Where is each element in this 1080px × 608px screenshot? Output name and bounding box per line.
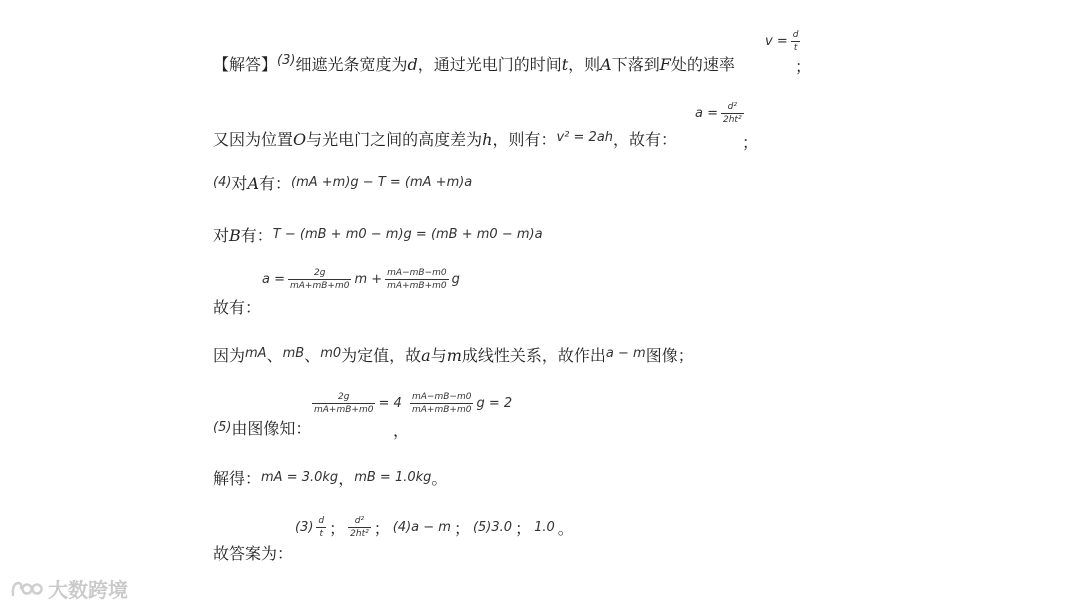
denominator: mA+mB+m0 (387, 281, 447, 291)
answer-line-3 (213, 171, 472, 194)
answer-line-5-label: 故有： (213, 298, 262, 317)
fraction-2g (312, 392, 375, 415)
var-t: t (561, 55, 569, 74)
var-h: h (482, 130, 493, 149)
text: 为定值，故 (341, 346, 422, 365)
answer-line-2 (213, 127, 677, 150)
denominator: t (319, 529, 324, 539)
text: ，故有： (613, 130, 678, 149)
part-3-label: (3) (277, 53, 296, 68)
answer-line-6 (213, 343, 694, 366)
answer-line-4 (213, 223, 543, 246)
comma: ， (338, 469, 355, 488)
fraction-bar (312, 403, 375, 404)
fraction-mass-diff (410, 392, 473, 415)
result-mB: mB = 1.0kg (354, 470, 432, 485)
fraction-2g (288, 268, 351, 291)
var-A: A (600, 55, 612, 74)
fraction-mass-diff (385, 268, 448, 291)
semicolon: ； (742, 133, 759, 152)
var-m: m (446, 346, 462, 365)
var-mA: mA (245, 346, 267, 361)
intercept-value: g = 2 (476, 396, 513, 411)
formula-middle: m + (354, 272, 383, 287)
denominator: mA+mB+m0 (290, 281, 350, 291)
denominator: mA+mB+m0 (412, 405, 472, 415)
var-d: d (407, 55, 418, 74)
fraction-bar (791, 41, 801, 42)
part-5-label: (5) (213, 420, 232, 435)
numerator: d (318, 516, 325, 526)
separator: 、 (304, 346, 321, 365)
text: 有： (259, 174, 292, 193)
fraction-bar (721, 113, 744, 114)
var-a: a (421, 346, 431, 365)
text: ，通过光电门的时间 (417, 55, 562, 74)
var-O: O (293, 130, 307, 149)
formula-lhs: a = (262, 272, 285, 287)
denominator: 2ht² (350, 529, 369, 539)
formula-lhs: v = (765, 34, 788, 49)
comma: ， (393, 421, 410, 440)
fraction-bar (385, 279, 448, 280)
equation-B: T − (mB + m0 − m)g = (mB + m0 − m)a (272, 227, 543, 242)
numerator: d² (727, 102, 737, 112)
var-A: A (247, 174, 259, 193)
numerator: mA−mB−m0 (387, 268, 447, 278)
text: 处的速率 (670, 55, 735, 74)
answer-heading: 【解答】 (213, 55, 278, 74)
final-answer (295, 516, 574, 539)
text: 下落到 (611, 55, 660, 74)
fraction-bar (410, 403, 473, 404)
text: 成线性关系，故作出 (461, 346, 606, 365)
separator: ； (453, 519, 470, 538)
numerator: 2g (338, 392, 350, 402)
part-4-label: (4) (213, 175, 232, 190)
fraction-d2-over-2ht2 (721, 102, 744, 125)
var-F: F (659, 55, 671, 74)
period: 。 (557, 519, 574, 538)
separator: 、 (266, 346, 283, 365)
part-5-answer-2: 1.0 (534, 520, 555, 535)
fraction-bar (348, 527, 371, 528)
period: 。 (431, 469, 448, 488)
part-4-answer: (4)a − m (392, 520, 451, 535)
result-mA: mA = 3.0kg (261, 470, 339, 485)
separator: ； (373, 519, 390, 538)
denominator: t (793, 43, 798, 53)
answer-line-7 (213, 416, 311, 439)
numerator: mA−mB−m0 (412, 392, 472, 402)
numerator: d² (354, 516, 365, 526)
text: ，则有： (492, 130, 557, 149)
text: 与 (430, 346, 447, 365)
separator: ； (329, 519, 346, 538)
graph-slope-formula (312, 392, 402, 415)
equation-A: (mA +m)g − T = (mA +m)a (291, 175, 473, 190)
watermark (10, 574, 128, 603)
text: 与光电门之间的高度差为 (306, 130, 483, 149)
velocity-formula (765, 30, 800, 53)
separator: ； (515, 519, 532, 538)
acceleration-formula (695, 102, 744, 125)
numerator: 2g (314, 268, 326, 278)
fraction-bar (316, 527, 326, 528)
answer-line-8 (213, 466, 447, 489)
a-m-graph-label: a − m (605, 346, 646, 361)
var-mB: mB (282, 346, 305, 361)
text: 解得： (213, 469, 262, 488)
slope-value: = 4 (378, 396, 402, 411)
text: 图像； (645, 346, 694, 365)
kinematic-equation: v² = 2ah (556, 130, 614, 145)
semicolon: ； (795, 57, 812, 76)
watermark-logo-icon (10, 578, 44, 600)
watermark-text: 大数跨境 (48, 578, 128, 602)
graph-intercept-formula (410, 392, 512, 415)
formula-lhs: a = (695, 106, 718, 121)
text: 对 (231, 174, 248, 193)
text: 因为 (213, 346, 246, 365)
answer-line-1 (213, 52, 735, 75)
text: 有： (240, 226, 273, 245)
var-m0: m0 (320, 346, 342, 361)
denominator: 2ht² (723, 115, 742, 125)
text: 由图像知： (231, 419, 312, 438)
part-5-answer-1: (5)3.0 (472, 520, 513, 535)
text: 细遮光条宽度为 (295, 55, 408, 74)
text: 对 (213, 226, 230, 245)
text: ，则 (568, 55, 601, 74)
denominator: mA+mB+m0 (314, 405, 374, 415)
linear-relation-formula (262, 268, 460, 291)
final-answer-label: 故答案为： (213, 544, 294, 563)
numerator: d (792, 30, 799, 40)
var-B: B (229, 226, 241, 245)
fraction-d2-over-2ht2 (348, 516, 371, 539)
fraction-bar (288, 279, 351, 280)
text: 又因为位置 (213, 130, 294, 149)
fraction-d-over-t (316, 516, 326, 539)
formula-end: g (451, 272, 460, 287)
part-3-label: (3) (295, 520, 314, 535)
fraction-d-over-t (791, 30, 801, 53)
